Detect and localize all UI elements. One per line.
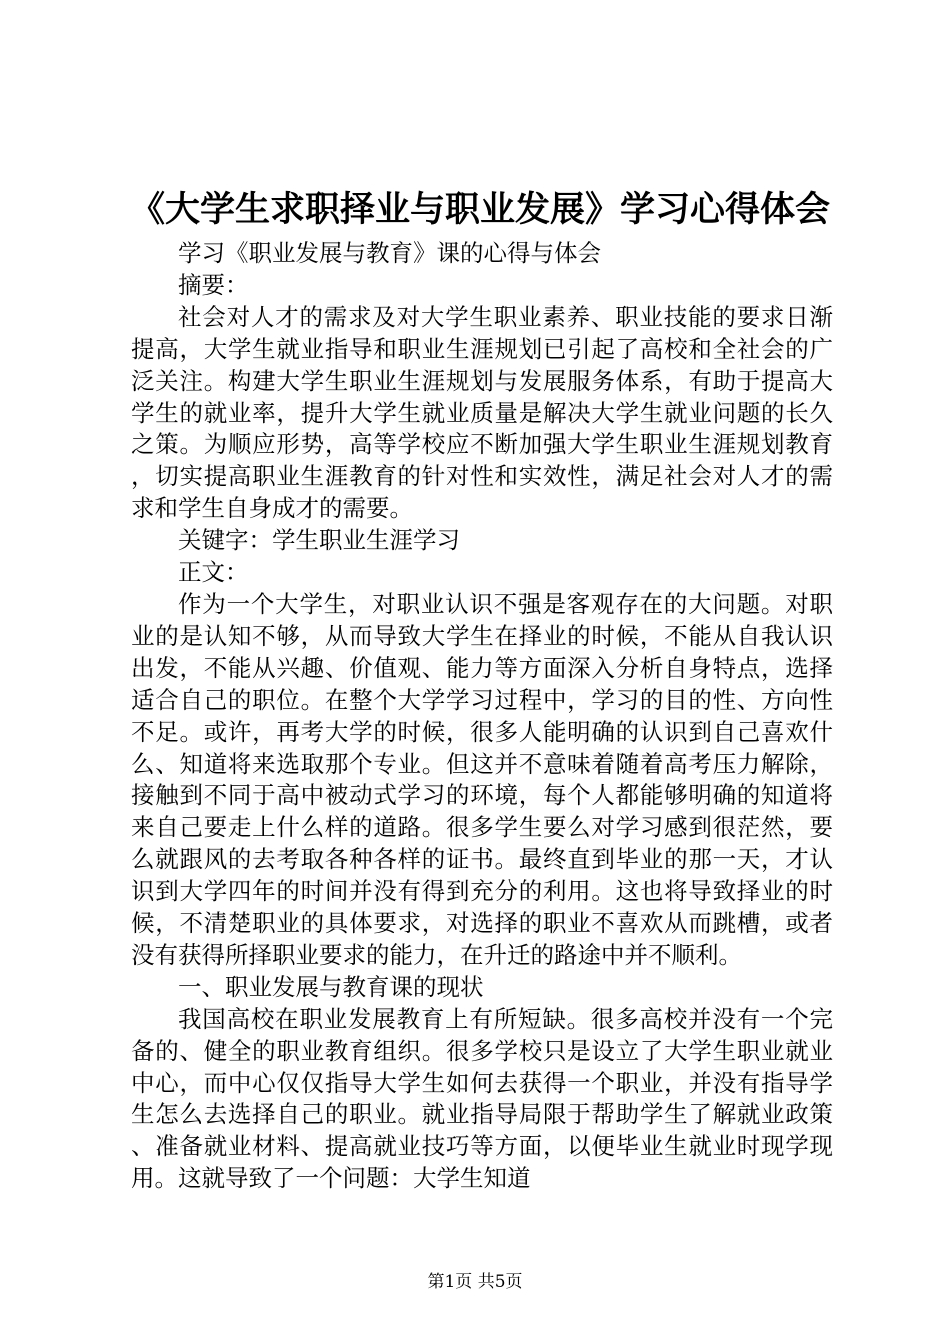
- document-title: 《大学生求职择业与职业发展》学习心得体会: [129, 189, 830, 230]
- body-paragraph: 作为一个大学生，对职业认识不强是客观存在的大问题。对职业的是认知不够，从而导致大学生在择业的时候，不能从自我认识出发，不能从兴趣、价值观、能力等方面深入分析自身特点，选择适合自己的职位。在整个大学学习过程中，学习的目的性、方向性不足。或许，再考大学的时候，很多人能明确的认识到自己喜欢什么、知道将来选取那个专业。但这并不意味着随着高考压力解除，接触到不同于高中被动式学习的环境，每个人都能够明确的知道将来自己要走上什么样的道路。很多学生要么对学习感到很茫然，要么就跟风的去考取各种各样的证书。最终直到毕业的那一天，才认识到大学四年的时间并没有得到充分的利用。这也将导致择业的时候，不清楚职业的具体要求，对选择的职业不喜欢从而跳槽，或者没有获得所择职业要求的能力，在升迁的路途中并不顺利。: [131, 589, 833, 969]
- page-footer: 第1页 共5页: [427, 1272, 523, 1292]
- subtitle-paragraph: 学习《职业发展与教育》课的心得与体会: [178, 239, 601, 267]
- document-body: [131, 238, 833, 1195]
- section-heading: 一、职业发展与教育课的现状: [178, 972, 484, 1001]
- abstract-paragraph: 社会对人才的需求及对大学生职业素养、职业技能的要求日渐提高，大学生就业指导和职业生涯规划已引起了高校和全社会的广泛关注。构建大学生职业生涯规划与发展服务体系，有助于提高大学生的就业率，提升大学生就业质量是解决大学生就业问题的长久之策。为顺应形势，高等学校应不断加强大学生职业生涯规划教育，切实提高职业生涯教育的针对性和实效性，满足社会对人才的需求和学生自身成才的需要。: [131, 302, 833, 523]
- keywords-paragraph: 关键字：学生职业生涯学习: [178, 526, 460, 555]
- body-paragraph: 我国高校在职业发展教育上有所短缺。很多高校并没有一个完备的、健全的职业教育组织。很多学校只是设立了大学生职业就业中心，而中心仅仅指导大学生如何去获得一个职业，并没有指导学生怎么去选择自己的职业。就业指导局限于帮助学生了解就业政策、准备就业材料、提高就业技巧等方面，以便毕业生就业时现学现用。这就导致了一个问题：大学生知道: [131, 1004, 833, 1193]
- body-heading: 正文：: [178, 558, 249, 587]
- abstract-heading: 摘要：: [178, 270, 249, 299]
